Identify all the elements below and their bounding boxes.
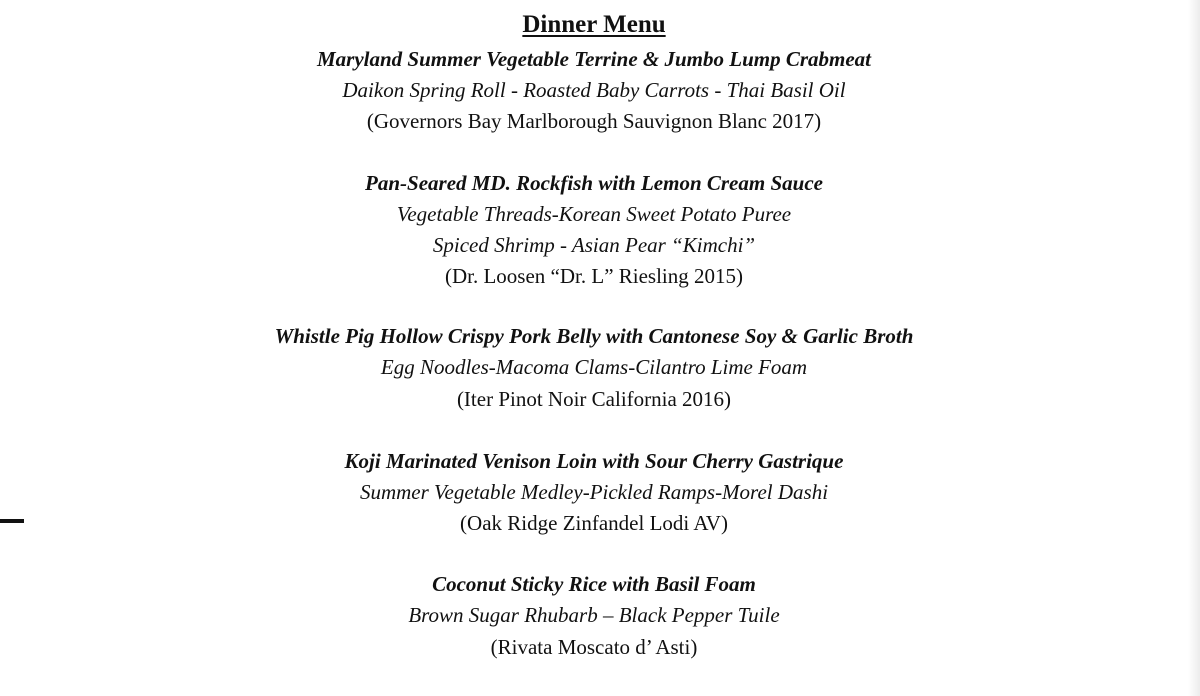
wine-pairing: (Oak Ridge Zinfandel Lodi AV)	[460, 511, 728, 535]
page-edge-shadow	[1188, 0, 1200, 696]
margin-mark	[0, 519, 24, 523]
menu-title: Dinner Menu	[522, 11, 666, 38]
course-description: Vegetable Threads-Korean Sweet Potato Puree	[396, 202, 792, 226]
course-title: Koji Marinated Venison Loin with Sour Cherry Gastrique	[344, 449, 844, 473]
wine-pairing: (Iter Pinot Noir California 2016)	[456, 387, 732, 411]
course-description: Daikon Spring Roll - Roasted Baby Carrots - Thai Basil Oil	[342, 78, 846, 102]
wine-pairing: (Dr. Loosen “Dr. L” Riesling 2015)	[444, 264, 744, 288]
course-description: Summer Vegetable Medley-Pickled Ramps-Morel Dashi	[359, 480, 829, 504]
course-title: Coconut Sticky Rice with Basil Foam	[432, 572, 756, 596]
course-title: Whistle Pig Hollow Crispy Pork Belly with Cantonese Soy & Garlic Broth	[274, 324, 914, 348]
course-description: Brown Sugar Rhubarb – Black Pepper Tuile	[408, 603, 780, 627]
wine-pairing: (Rivata Moscato d’ Asti)	[490, 635, 698, 659]
course-description: Egg Noodles-Macoma Clams-Cilantro Lime Foam	[380, 355, 808, 379]
wine-pairing: (Governors Bay Marlborough Sauvignon Blanc 2017)	[366, 109, 822, 133]
course-title: Pan-Seared MD. Rockfish with Lemon Cream Sauce	[365, 171, 823, 195]
course-title: Maryland Summer Vegetable Terrine & Jumbo Lump Crabmeat	[316, 47, 872, 71]
course-description: Spiced Shrimp - Asian Pear “Kimchi”	[432, 233, 756, 257]
